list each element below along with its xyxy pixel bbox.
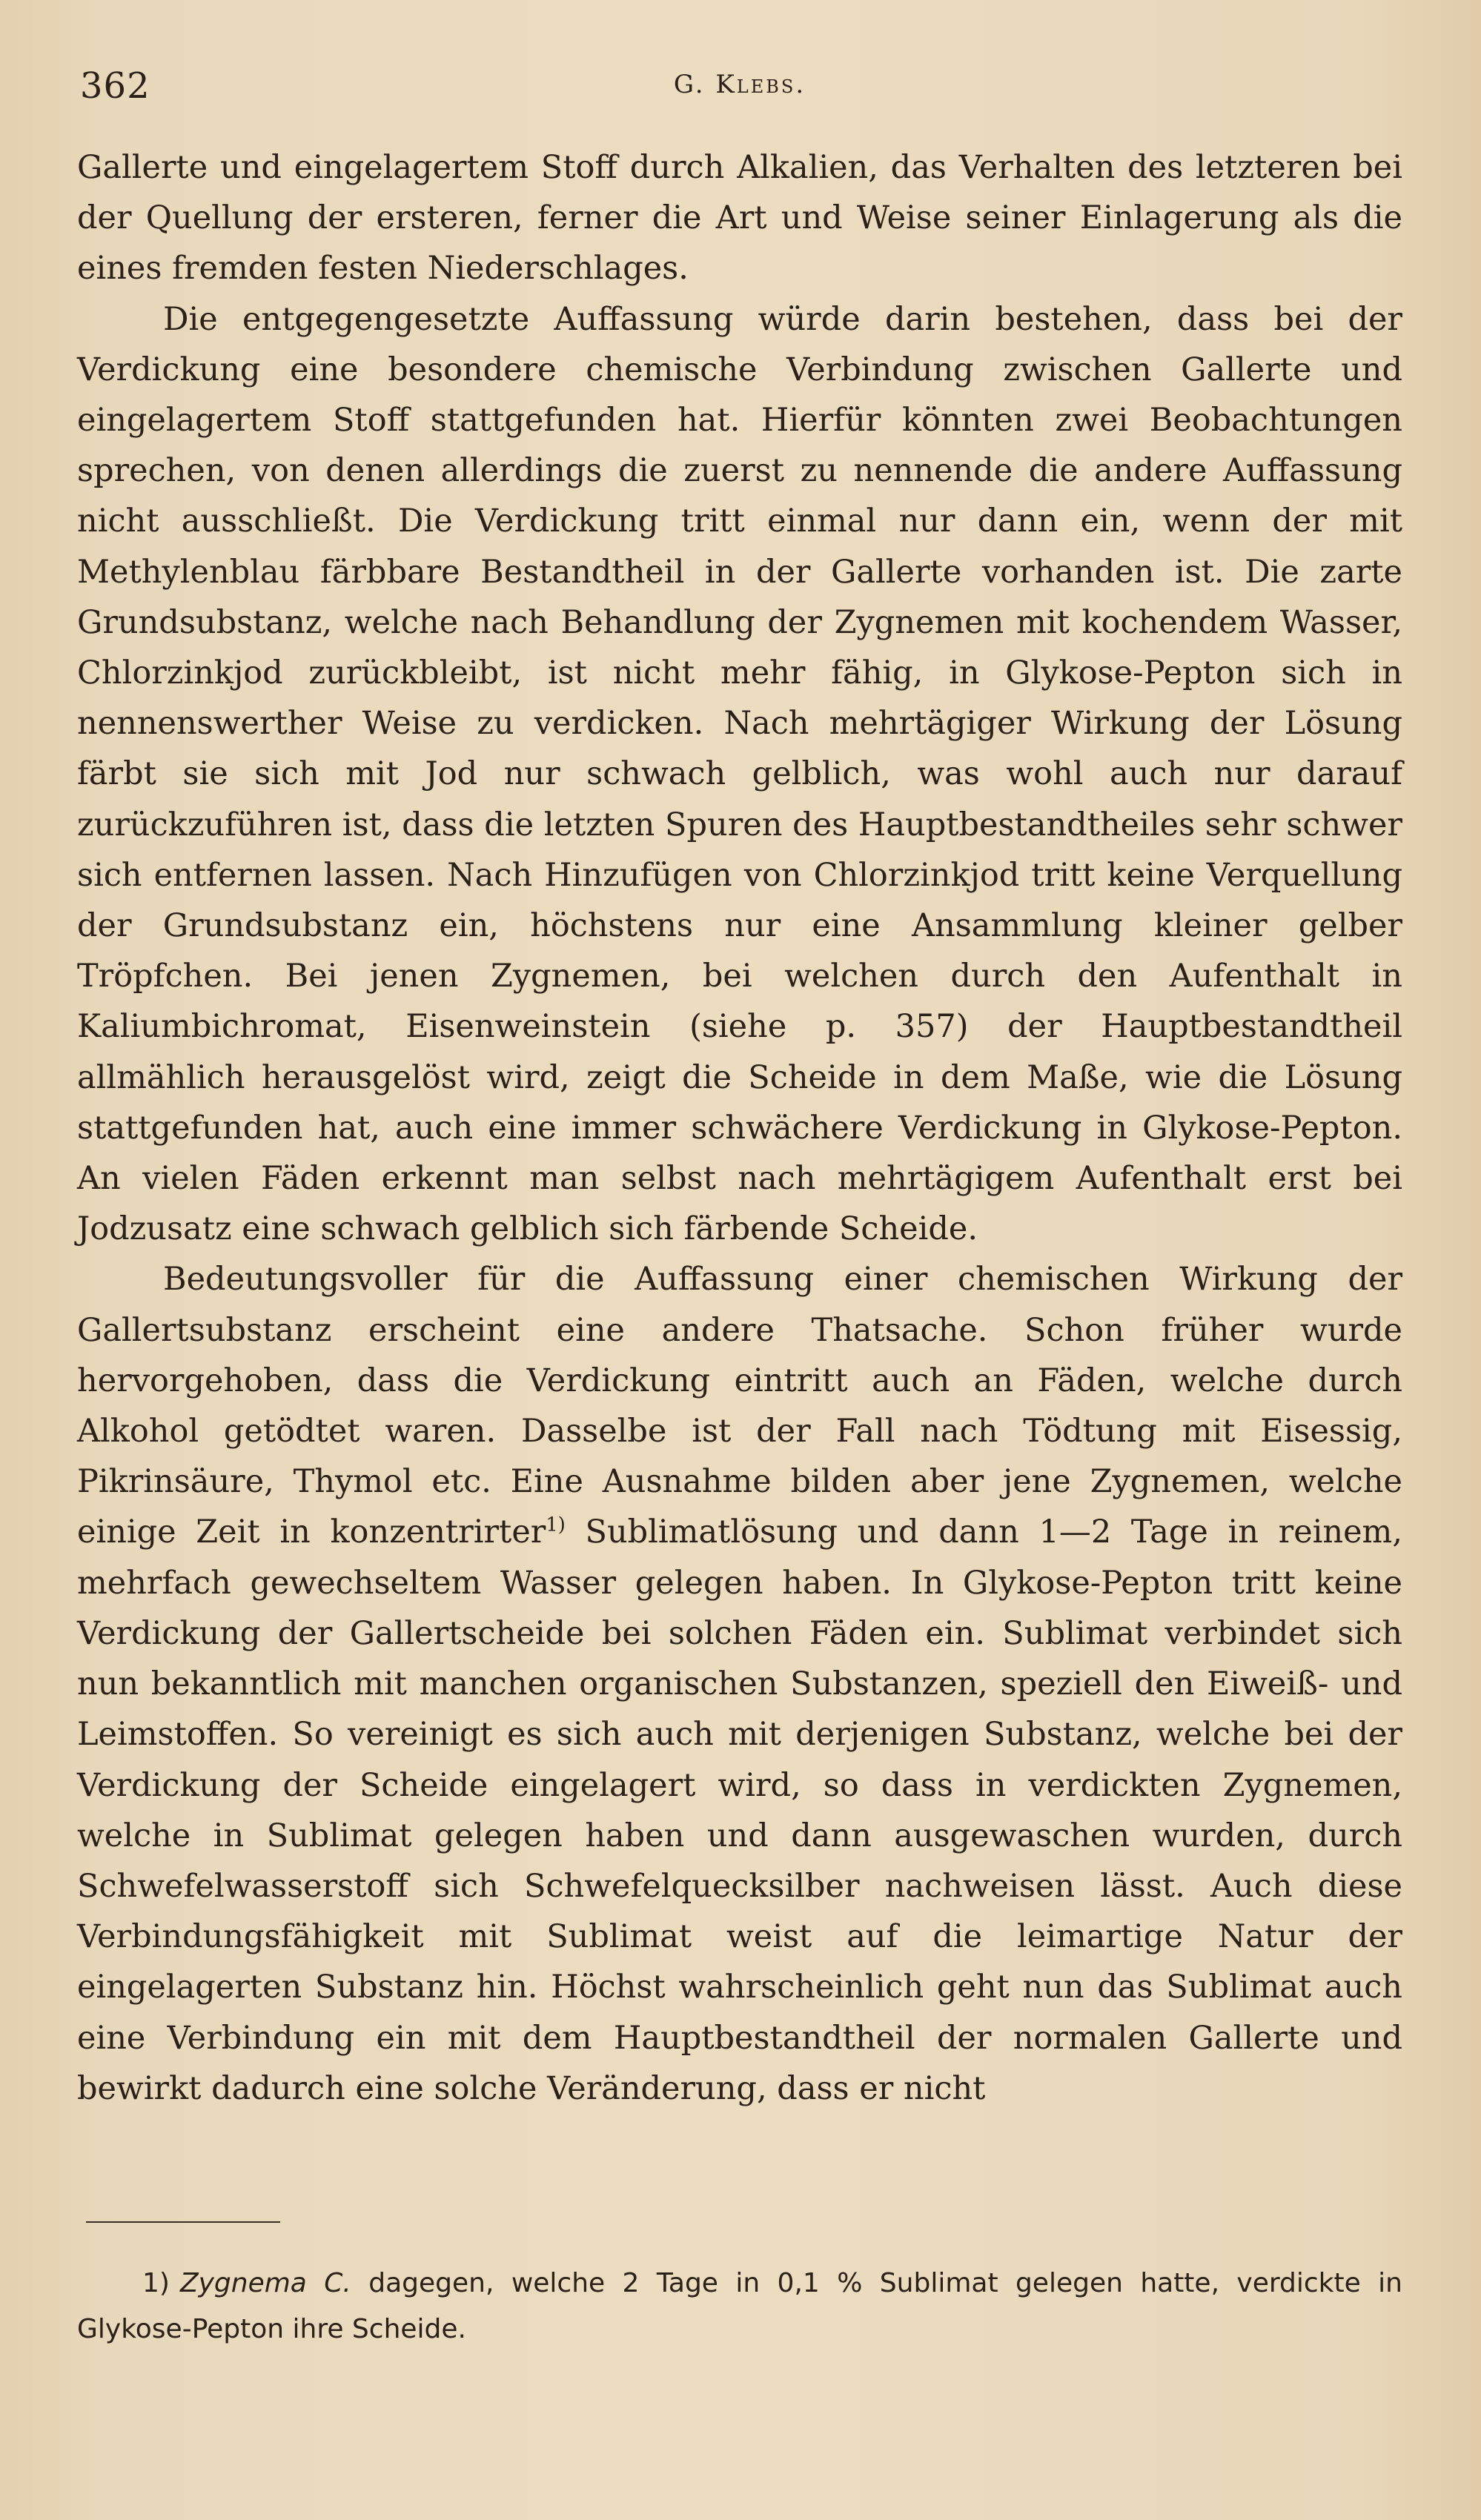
footnote-divider: [86, 2221, 280, 2223]
main-text: [77, 142, 1402, 2114]
running-head: G. Klebs.: [673, 70, 806, 99]
footnote-species: Zygnema C.: [179, 2268, 351, 2298]
paragraph-2: Die entgegengesetzte Auffassung würde darin bestehen, dass bei der Verdickung eine besondere chemische Verbindung zwischen Gallerte und eingelagertem Stoff stattgefunden hat. Hierfür könnten zwei Beobachtungen sprechen, von denen allerdings die zuerst zu nennende die andere Auffassung nicht ausschließt. Die Verdickung tritt einmal nur dann ein, wenn der mit Methylenblau färbbare Bestandtheil in der Gallerte vorhanden ist. Die zarte Grundsubstanz, welche nach Behandlung der Zygnemen mit kochendem Wasser, Chlorzinkjod zurückbleibt, ist nicht mehr fähig, in Glykose-Pepton sich in nennenswerther Weise zu verdicken. Nach mehrtägiger Wirkung der Lösung färbt sie sich mit Jod nur schwach gelblich, was wohl auch nur darauf zurückzuführen ist, dass die letzten Spuren des Hauptbestandtheiles sehr schwer sich entfernen lassen. Nach Hinzufügen von Chlorzinkjod tritt keine Verquellung der Grundsubstanz ein, höchstens nur eine Ansammlung kleiner gelber Tröpfchen. Bei jenen Zygnemen, bei welchen durch den Aufenthalt in Kaliumbichromat, Eisenweinstein (siehe p. 357) der Hauptbestandtheil allmählich herausgelöst wird, zeigt die Scheide in dem Maße, wie die Lösung stattgefunden hat, auch eine immer schwächere Verdickung in Glykose-Pepton. An vielen Fäden erkennt man selbst nach mehrtägigem Aufenthalt erst bei Jodzusatz eine schwach gelblich sich färbende Scheide.: [77, 300, 1402, 1248]
paragraph-3-part-1: Bedeutungsvoller für die Auffassung einer chemischen Wirkung der Gallertsubstanz erscheint eine andere Thatsache. Schon früher wurde hervorgehoben, dass die Verdickung eintritt auch an Fäden, welche durch Alkohol getödtet waren. Dasselbe ist der Fall nach Tödtung mit Eisessig, Pikrinsäure, Thymol etc. Eine Ausnahme bilden aber jene Zygnemen, welche einige Zeit in konzentrirter: [77, 1261, 1402, 1551]
footnote-mark: 1): [142, 2268, 170, 2298]
footnote: [77, 2261, 1402, 2352]
page-number: 362: [80, 65, 150, 107]
footnote-reference: 1): [546, 1514, 566, 1537]
paragraph-3-part-2: Sublimatlösung und dann 1—2 Tage in reinem, mehrfach gewechseltem Wasser gelegen haben. In Glykose-Pepton tritt keine Verdickung der Gallertscheide bei solchen Fäden ein. Sublimat verbindet sich nun bekanntlich mit manchen organischen Substanzen, speziell den Eiweiß- und Leimstoffen. So vereinigt es sich auch mit derjenigen Substanz, welche bei der Verdickung der Scheide eingelagert wird, so dass in verdickten Zygnemen, welche in Sublimat gelegen haben und dann ausgewaschen wurden, durch Schwefelwasserstoff sich Schwefelquecksilber nachweisen lässt. Auch diese Verbindungsfähigkeit mit Sublimat weist auf die leimartige Natur der eingelagerten Substanz hin. Höchst wahrscheinlich geht nun das Sublimat auch eine Verbindung ein mit dem Hauptbestandtheil der normalen Gallerte und bewirkt dadurch eine solche Veränderung, dass er nicht: [77, 1513, 1402, 2107]
paragraph-1: Gallerte und eingelagertem Stoff durch Alkalien, das Verhalten des letzteren bei der Quellung der ersteren, ferner die Art und Weise seiner Einlagerung als die eines fremden festen Niederschlages.: [77, 149, 1402, 288]
paragraph-3: [77, 1254, 1402, 2113]
footnote-text: dagegen, welche 2 Tage in 0,1 % Sublimat gelegen hatte, verdickte in Glykose-Pepton ihre Scheide.: [77, 2268, 1402, 2344]
page-header: [80, 65, 1399, 117]
